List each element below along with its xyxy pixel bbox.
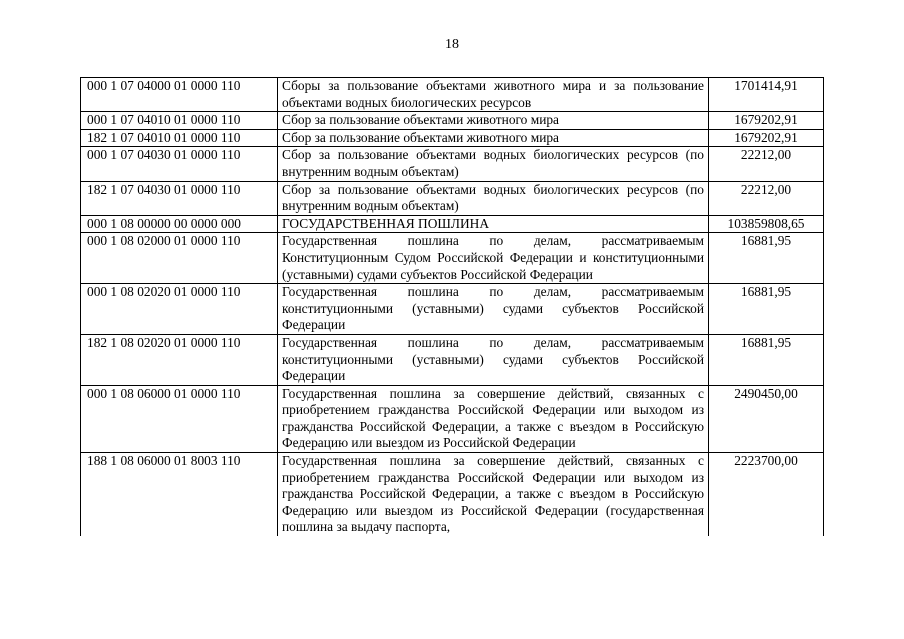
table-row [81,215,824,233]
revenue-name-cell: Сбор за пользование объектами водных биологических ресурсов (по внутренним водным объектам) [278,147,709,181]
amount-cell: 103859808,65 [709,215,824,233]
table-row [81,78,824,112]
page-number: 18 [445,37,459,52]
revenue-name-cell: Сборы за пользование объектами животного мира и за пользование объектами водных биологических ресурсов [278,78,709,112]
revenue-name-cell: Государственная пошлина за совершение действий, связанных с приобретением гражданства Российской Федерации или выходом из гражданства Российской Федерации, а также с въездом в Российскую Федерацию или выездом из Российской Федерации [278,385,709,452]
table-row [81,112,824,130]
table-row [81,233,824,284]
amount-cell: 2490450,00 [709,385,824,452]
budget-code-cell: 000 1 07 04000 01 0000 110 [81,78,278,112]
budget-code-cell: 182 1 07 04030 01 0000 110 [81,181,278,215]
budget-code-cell: 182 1 08 02020 01 0000 110 [81,334,278,385]
table-row [81,181,824,215]
revenue-name-cell: ГОСУДАРСТВЕННАЯ ПОШЛИНА [278,215,709,233]
table-row [81,284,824,335]
revenue-name-cell: Сбор за пользование объектами водных биологических ресурсов (по внутренним водным объектам) [278,181,709,215]
table-row [81,453,824,536]
table-row [81,334,824,385]
table-row [81,129,824,147]
amount-cell: 2223700,00 [709,453,824,536]
budget-code-cell: 182 1 07 04010 01 0000 110 [81,129,278,147]
revenue-name-cell: Государственная пошлина по делам, рассматриваемым конституционными (уставными) судами субъектов Российской Федерации [278,334,709,385]
amount-cell: 16881,95 [709,334,824,385]
budget-code-cell: 000 1 08 02020 01 0000 110 [81,284,278,335]
amount-cell: 1701414,91 [709,78,824,112]
budget-code-cell: 000 1 08 00000 00 0000 000 [81,215,278,233]
amount-cell: 16881,95 [709,284,824,335]
amount-cell: 22212,00 [709,181,824,215]
revenue-name-cell: Государственная пошлина по делам, рассматриваемым конституционными (уставными) судами субъектов Российской Федерации [278,284,709,335]
budget-code-cell: 188 1 08 06000 01 8003 110 [81,453,278,536]
revenue-name-cell: Государственная пошлина за совершение действий, связанных с приобретением гражданства Российской Федерации или выходом из гражданства Российской Федерации, а также с въездом в Российскую Федерацию или выездом из Российской Федерации (государственная пошлина за выдачу паспорта, [278,453,709,536]
revenue-name-cell: Сбор за пользование объектами животного мира [278,129,709,147]
budget-code-cell: 000 1 07 04010 01 0000 110 [81,112,278,130]
amount-cell: 1679202,91 [709,112,824,130]
table-row [81,147,824,181]
table-row [81,385,824,452]
amount-cell: 22212,00 [709,147,824,181]
budget-code-cell: 000 1 07 04030 01 0000 110 [81,147,278,181]
revenue-name-cell: Сбор за пользование объектами животного мира [278,112,709,130]
amount-cell: 16881,95 [709,233,824,284]
budget-code-cell: 000 1 08 02000 01 0000 110 [81,233,278,284]
budget-code-cell: 000 1 08 06000 01 0000 110 [81,385,278,452]
revenue-table [80,77,824,536]
revenue-name-cell: Государственная пошлина по делам, рассматриваемым Конституционным Судом Российской Федерации и конституционными (уставными) судами субъектов Российской Федерации [278,233,709,284]
amount-cell: 1679202,91 [709,129,824,147]
